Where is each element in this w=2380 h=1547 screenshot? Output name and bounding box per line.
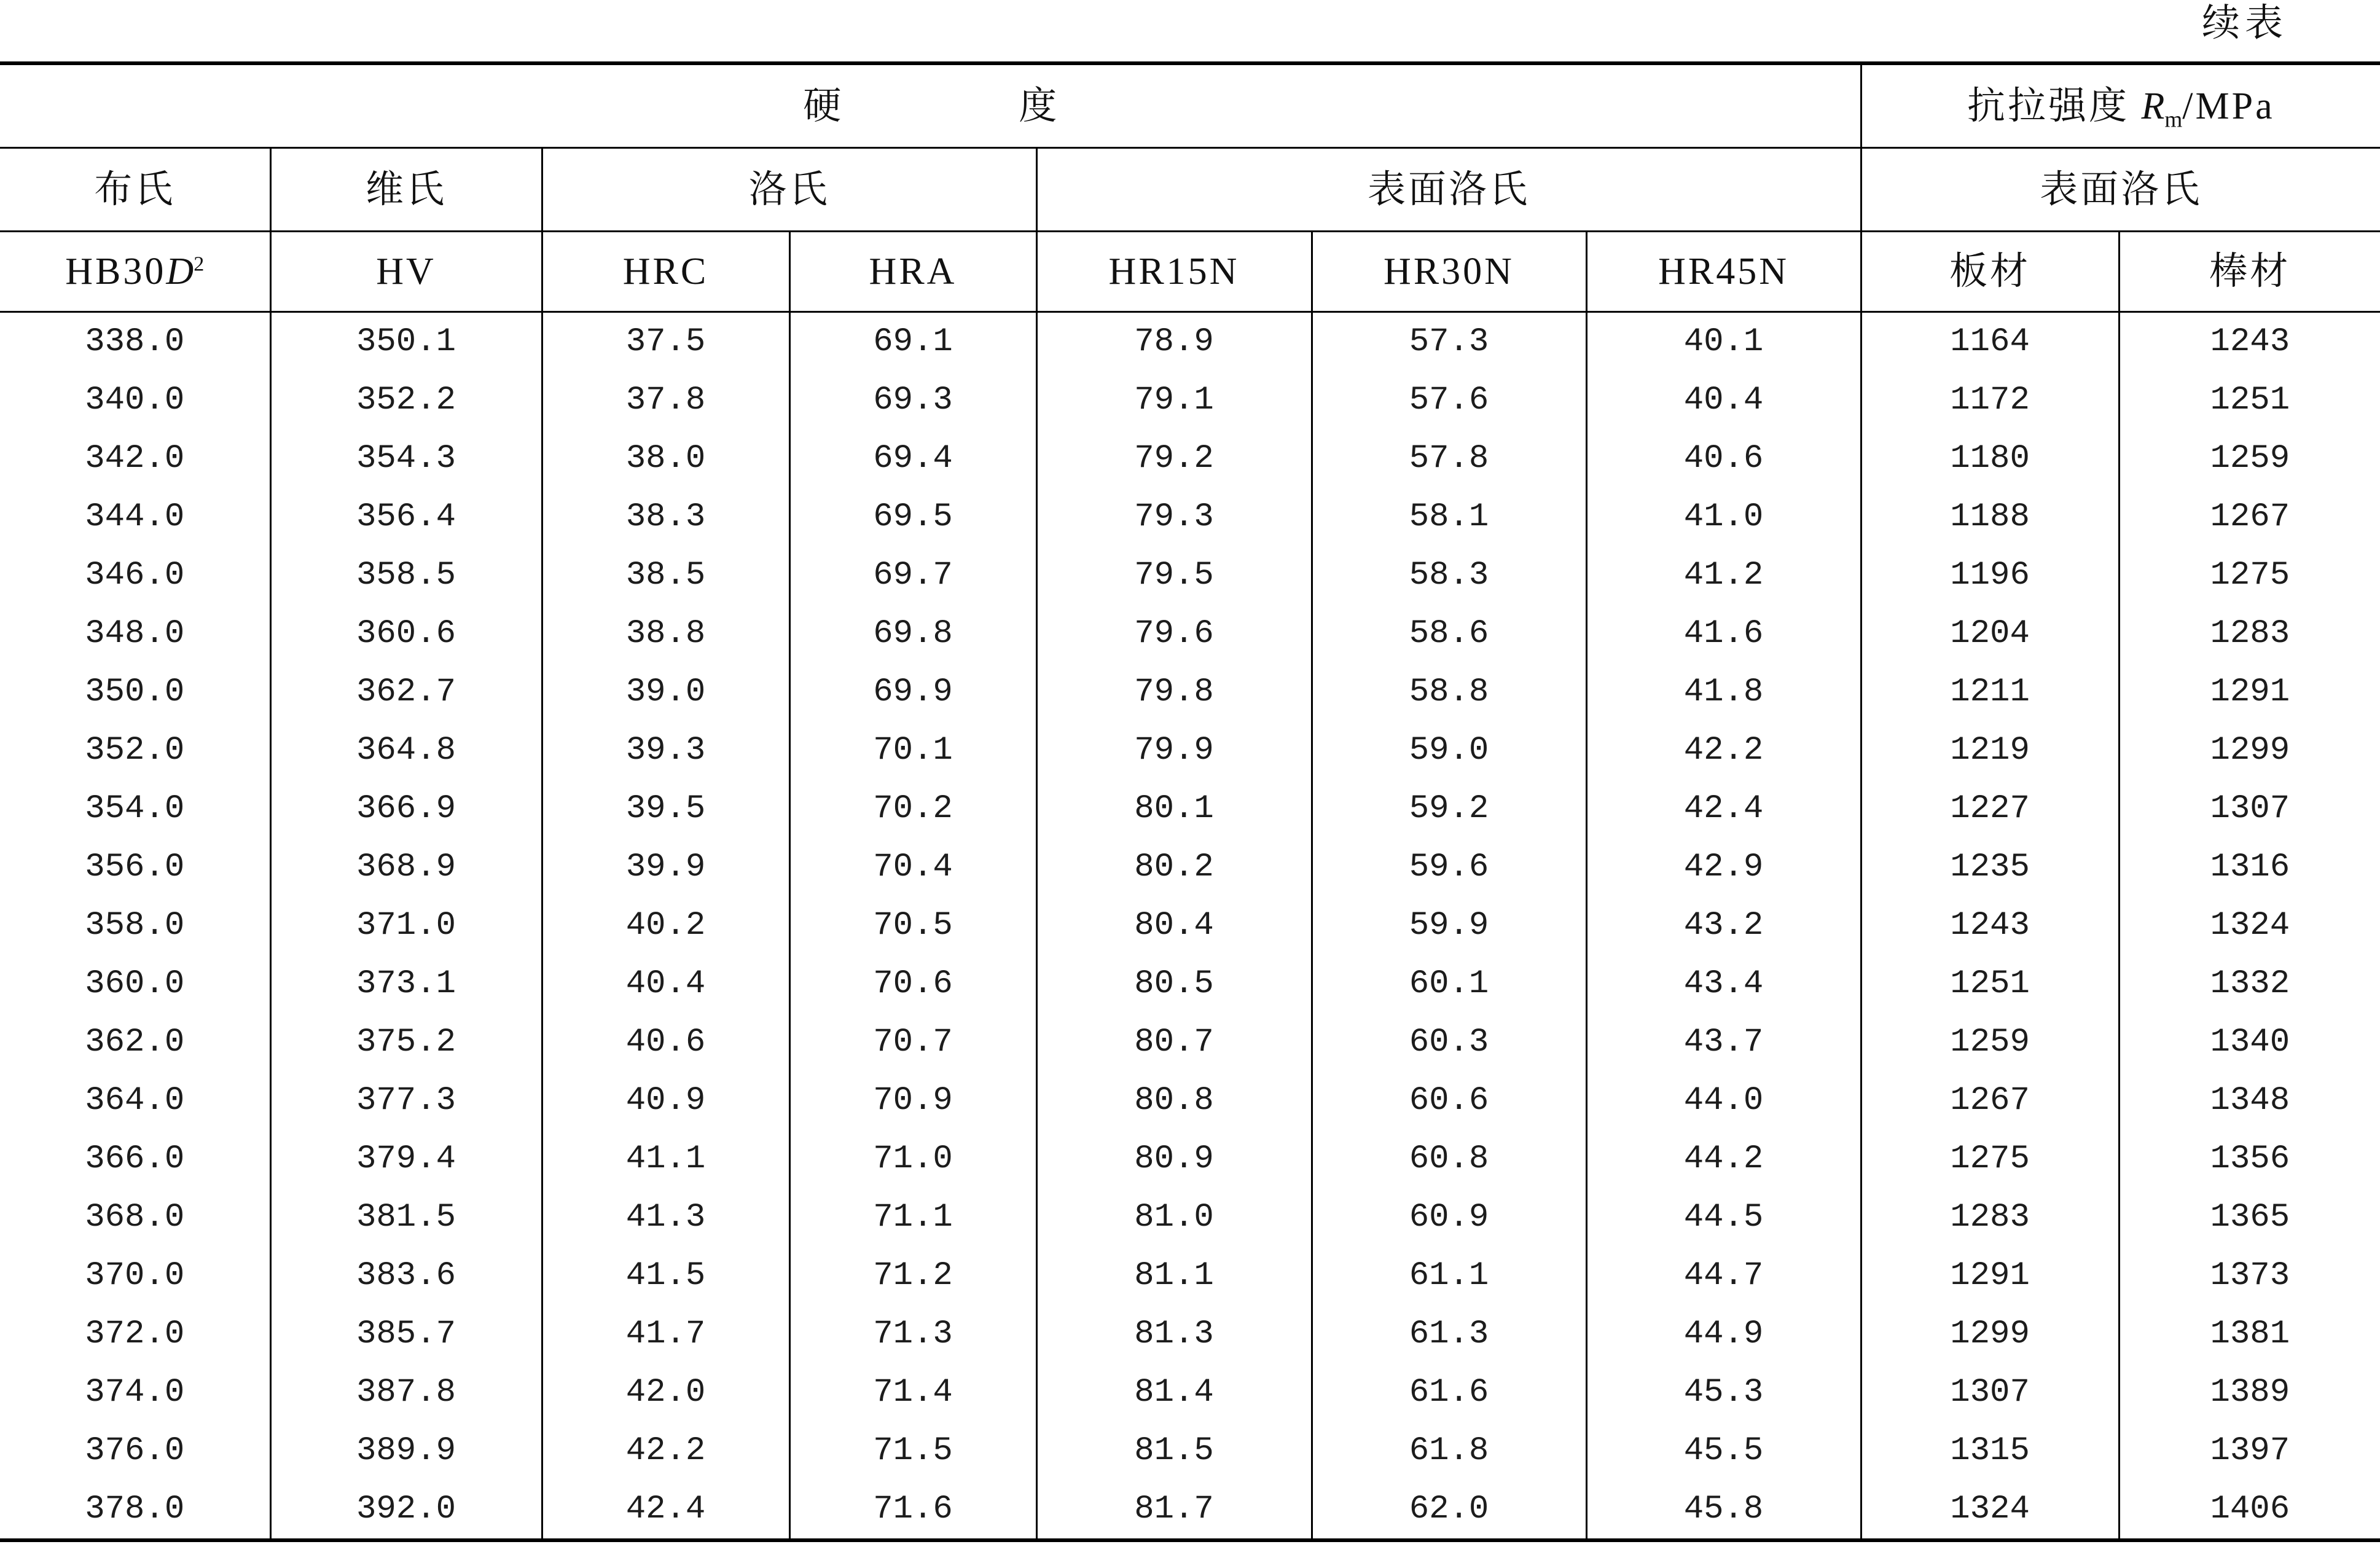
cell-plate: 1275 <box>1861 1130 2119 1188</box>
header-row-1 <box>0 63 2380 148</box>
cell-bar: 1397 <box>2119 1422 2380 1480</box>
cell-bar: 1332 <box>2119 955 2380 1013</box>
cell-hv: 352.2 <box>270 371 542 429</box>
cell-hr45n: 44.7 <box>1586 1247 1861 1305</box>
cell-hr30n: 60.1 <box>1312 955 1586 1013</box>
cell-hr15n: 80.4 <box>1036 896 1312 955</box>
table-row <box>0 663 2380 721</box>
cell-hr15n: 80.8 <box>1036 1071 1312 1130</box>
cell-hr15n: 79.6 <box>1036 605 1312 663</box>
cell-hr15n: 79.2 <box>1036 429 1312 488</box>
cell-hb: 346.0 <box>85 556 185 594</box>
table-row <box>0 605 2380 663</box>
cell-hb: 372.0 <box>85 1315 185 1353</box>
cell-hr30n: 59.6 <box>1312 838 1586 896</box>
cell-hra: 69.7 <box>789 546 1036 605</box>
cell-hra: 70.9 <box>789 1071 1036 1130</box>
table-row <box>0 1422 2380 1480</box>
cell-hrc: 41.7 <box>542 1305 789 1363</box>
cell-hr30n: 60.8 <box>1312 1130 1586 1188</box>
cell-hr45n: 40.6 <box>1586 429 1861 488</box>
cell-hb: 362.0 <box>85 1023 185 1061</box>
cell-hr30n: 60.3 <box>1312 1013 1586 1071</box>
table-row <box>0 1305 2380 1363</box>
cell-hr45n: 44.9 <box>1586 1305 1861 1363</box>
cell-hrc: 40.2 <box>542 896 789 955</box>
cell-hra: 71.4 <box>789 1363 1036 1422</box>
cell-hb: 350.0 <box>85 673 185 711</box>
cell-hr45n: 44.0 <box>1586 1071 1861 1130</box>
cell-plate: 1299 <box>1861 1305 2119 1363</box>
table-row <box>0 838 2380 896</box>
cell-hr30n: 61.8 <box>1312 1422 1586 1480</box>
cell-bar: 1251 <box>2119 371 2380 429</box>
cell-plate: 1211 <box>1861 663 2119 721</box>
group-brinell: 布氏 <box>0 148 270 232</box>
cell-hr45n: 40.1 <box>1586 312 1861 372</box>
cell-hr15n: 79.3 <box>1036 488 1312 546</box>
cell-hra: 69.3 <box>789 371 1036 429</box>
tensile-strength-header <box>1861 63 2380 148</box>
cell-plate: 1324 <box>1861 1480 2119 1540</box>
cell-hr30n: 57.3 <box>1312 312 1586 372</box>
cell-hrc: 37.8 <box>542 371 789 429</box>
cell-hr45n: 44.5 <box>1586 1188 1861 1247</box>
cell-hra: 71.5 <box>789 1422 1036 1480</box>
cell-hrc: 38.0 <box>542 429 789 488</box>
cell-hra: 71.0 <box>789 1130 1036 1188</box>
cell-hra: 69.1 <box>789 312 1036 372</box>
cell-hv: 358.5 <box>270 546 542 605</box>
cell-hr45n: 43.2 <box>1586 896 1861 955</box>
cell-hv: 350.1 <box>270 312 542 372</box>
cell-hrc: 39.3 <box>542 721 789 780</box>
cell-hr30n: 57.8 <box>1312 429 1586 488</box>
cell-plate: 1188 <box>1861 488 2119 546</box>
tensile-subscript: m <box>2164 106 2183 132</box>
cell-hv: 381.5 <box>270 1188 542 1247</box>
cell-hr15n: 79.8 <box>1036 663 1312 721</box>
cell-hv: 371.0 <box>270 896 542 955</box>
hardness-title: 硬度 <box>803 85 1235 127</box>
table-row <box>0 1188 2380 1247</box>
cell-hv: 364.8 <box>270 721 542 780</box>
cell-hr30n: 61.1 <box>1312 1247 1586 1305</box>
cell-hrc: 42.0 <box>542 1363 789 1422</box>
cell-hr30n: 60.6 <box>1312 1071 1586 1130</box>
group-tensile-subheader: 表面洛氏 <box>1861 148 2380 232</box>
cell-hr30n: 57.6 <box>1312 371 1586 429</box>
cell-hra: 69.4 <box>789 429 1036 488</box>
column-bar: 棒材 <box>2119 232 2380 312</box>
cell-hb: 374.0 <box>85 1373 185 1411</box>
cell-hra: 70.6 <box>789 955 1036 1013</box>
column-hr30n: HR30N <box>1312 232 1586 312</box>
cell-hb: 378.0 <box>85 1490 185 1528</box>
table-header <box>0 63 2380 312</box>
cell-hra: 69.5 <box>789 488 1036 546</box>
cell-hrc: 39.0 <box>542 663 789 721</box>
table-row <box>0 1071 2380 1130</box>
cell-plate: 1219 <box>1861 721 2119 780</box>
group-rockwell: 洛氏 <box>542 148 1036 232</box>
cell-hr45n: 42.2 <box>1586 721 1861 780</box>
cell-hv: 354.3 <box>270 429 542 488</box>
cell-hr45n: 45.3 <box>1586 1363 1861 1422</box>
cell-hv: 368.9 <box>270 838 542 896</box>
cell-hra: 70.2 <box>789 780 1036 838</box>
cell-bar: 1381 <box>2119 1305 2380 1363</box>
table-row <box>0 546 2380 605</box>
cell-hr45n: 45.5 <box>1586 1422 1861 1480</box>
cell-hr45n: 43.4 <box>1586 955 1861 1013</box>
cell-hr15n: 81.5 <box>1036 1422 1312 1480</box>
hardness-conversion-table <box>0 61 2380 1542</box>
cell-hb: 354.0 <box>85 789 185 828</box>
cell-hrc: 38.5 <box>542 546 789 605</box>
cell-hra: 71.1 <box>789 1188 1036 1247</box>
cell-plate: 1315 <box>1861 1422 2119 1480</box>
cell-hv: 375.2 <box>270 1013 542 1071</box>
table-row <box>0 1247 2380 1305</box>
cell-hra: 69.8 <box>789 605 1036 663</box>
cell-hrc: 40.6 <box>542 1013 789 1071</box>
cell-hv: 385.7 <box>270 1305 542 1363</box>
cell-hr15n: 80.2 <box>1036 838 1312 896</box>
cell-hra: 70.4 <box>789 838 1036 896</box>
cell-hb: 360.0 <box>85 965 185 1003</box>
cell-hr30n: 58.3 <box>1312 546 1586 605</box>
cell-plate: 1243 <box>1861 896 2119 955</box>
cell-hr45n: 43.7 <box>1586 1013 1861 1071</box>
cell-hb: 370.0 <box>85 1256 185 1294</box>
tensile-label: 抗拉强度 <box>1967 85 2142 127</box>
column-hra: HRA <box>789 232 1036 312</box>
cell-hv: 360.6 <box>270 605 542 663</box>
cell-hb: 340.0 <box>85 381 185 419</box>
cell-hr45n: 45.8 <box>1586 1480 1861 1540</box>
cell-hv: 383.6 <box>270 1247 542 1305</box>
cell-hr30n: 58.6 <box>1312 605 1586 663</box>
cell-plate: 1283 <box>1861 1188 2119 1247</box>
cell-hr45n: 41.2 <box>1586 546 1861 605</box>
cell-hb: 366.0 <box>85 1140 185 1178</box>
cell-hb: 338.0 <box>85 323 185 361</box>
table-row <box>0 896 2380 955</box>
header-row-3 <box>0 232 2380 312</box>
cell-hrc: 40.9 <box>542 1071 789 1130</box>
cell-hr15n: 79.1 <box>1036 371 1312 429</box>
cell-plate: 1164 <box>1861 312 2119 372</box>
cell-hr30n: 59.9 <box>1312 896 1586 955</box>
cell-hr45n: 44.2 <box>1586 1130 1861 1188</box>
cell-bar: 1267 <box>2119 488 2380 546</box>
cell-plate: 1267 <box>1861 1071 2119 1130</box>
cell-hb: 358.0 <box>85 906 185 944</box>
hardness-group-header <box>0 63 1861 148</box>
cell-plate: 1291 <box>1861 1247 2119 1305</box>
column-hb-exponent: 2 <box>194 253 205 276</box>
cell-hv: 389.9 <box>270 1422 542 1480</box>
cell-hr30n: 62.0 <box>1312 1480 1586 1540</box>
cell-hb: 348.0 <box>85 614 185 652</box>
cell-hrc: 39.9 <box>542 838 789 896</box>
cell-plate: 1227 <box>1861 780 2119 838</box>
cell-hr15n: 80.1 <box>1036 780 1312 838</box>
column-hb-prefix: HB30 <box>65 251 166 292</box>
table-row <box>0 488 2380 546</box>
cell-hra: 69.9 <box>789 663 1036 721</box>
cell-hrc: 41.1 <box>542 1130 789 1188</box>
cell-hra: 71.2 <box>789 1247 1036 1305</box>
cell-hr15n: 81.7 <box>1036 1480 1312 1540</box>
table-row <box>0 371 2380 429</box>
cell-hv: 377.3 <box>270 1071 542 1130</box>
cell-hv: 392.0 <box>270 1480 542 1540</box>
cell-plate: 1259 <box>1861 1013 2119 1071</box>
cell-bar: 1243 <box>2119 312 2380 372</box>
cell-bar: 1389 <box>2119 1363 2380 1422</box>
table-row <box>0 721 2380 780</box>
cell-plate: 1235 <box>1861 838 2119 896</box>
cell-hr30n: 59.2 <box>1312 780 1586 838</box>
cell-hv: 356.4 <box>270 488 542 546</box>
table-row <box>0 955 2380 1013</box>
cell-bar: 1259 <box>2119 429 2380 488</box>
cell-bar: 1373 <box>2119 1247 2380 1305</box>
cell-hr45n: 41.0 <box>1586 488 1861 546</box>
cell-hrc: 38.3 <box>542 488 789 546</box>
table-row <box>0 1363 2380 1422</box>
column-hr45n: HR45N <box>1586 232 1861 312</box>
column-hb-variable: D <box>166 251 194 292</box>
cell-hr15n: 79.9 <box>1036 721 1312 780</box>
cell-hb: 368.0 <box>85 1198 185 1236</box>
cell-hr15n: 81.4 <box>1036 1363 1312 1422</box>
column-hb <box>0 232 270 312</box>
cell-hr45n: 42.4 <box>1586 780 1861 838</box>
cell-bar: 1291 <box>2119 663 2380 721</box>
cell-plate: 1196 <box>1861 546 2119 605</box>
cell-hb: 344.0 <box>85 498 185 536</box>
cell-hr45n: 40.4 <box>1586 371 1861 429</box>
cell-plate: 1172 <box>1861 371 2119 429</box>
cell-hrc: 38.8 <box>542 605 789 663</box>
cell-bar: 1299 <box>2119 721 2380 780</box>
cell-hra: 70.5 <box>789 896 1036 955</box>
cell-hr15n: 79.5 <box>1036 546 1312 605</box>
cell-hra: 70.1 <box>789 721 1036 780</box>
cell-hv: 366.9 <box>270 780 542 838</box>
table-row <box>0 1013 2380 1071</box>
cell-hrc: 41.3 <box>542 1188 789 1247</box>
table-row <box>0 1480 2380 1540</box>
cell-hv: 373.1 <box>270 955 542 1013</box>
cell-plate: 1307 <box>1861 1363 2119 1422</box>
cell-hr30n: 58.8 <box>1312 663 1586 721</box>
tensile-unit: /MPa <box>2182 85 2275 127</box>
table-body <box>0 312 2380 1541</box>
column-hv: HV <box>270 232 542 312</box>
cell-bar: 1283 <box>2119 605 2380 663</box>
cell-hr30n: 60.9 <box>1312 1188 1586 1247</box>
cell-hrc: 41.5 <box>542 1247 789 1305</box>
cell-hr30n: 61.3 <box>1312 1305 1586 1363</box>
cell-hr30n: 61.6 <box>1312 1363 1586 1422</box>
cell-hr15n: 81.0 <box>1036 1188 1312 1247</box>
group-superficial-rockwell: 表面洛氏 <box>1036 148 1861 232</box>
column-hrc: HRC <box>542 232 789 312</box>
cell-hr30n: 59.0 <box>1312 721 1586 780</box>
cell-hra: 70.7 <box>789 1013 1036 1071</box>
cell-hv: 379.4 <box>270 1130 542 1188</box>
cell-hv: 387.8 <box>270 1363 542 1422</box>
cell-plate: 1180 <box>1861 429 2119 488</box>
cell-hrc: 42.4 <box>542 1480 789 1540</box>
cell-hb: 356.0 <box>85 848 185 886</box>
column-plate: 板材 <box>1861 232 2119 312</box>
cell-bar: 1348 <box>2119 1071 2380 1130</box>
cell-plate: 1204 <box>1861 605 2119 663</box>
cell-hr45n: 41.8 <box>1586 663 1861 721</box>
cell-bar: 1406 <box>2119 1480 2380 1540</box>
cell-hrc: 37.5 <box>542 312 789 372</box>
cell-hr15n: 81.1 <box>1036 1247 1312 1305</box>
header-row-2 <box>0 148 2380 232</box>
cell-hr30n: 58.1 <box>1312 488 1586 546</box>
cell-hv: 362.7 <box>270 663 542 721</box>
cell-hr45n: 42.9 <box>1586 838 1861 896</box>
cell-hr15n: 80.9 <box>1036 1130 1312 1188</box>
continued-table-label: 续表 <box>2201 0 2288 45</box>
column-hr15n: HR15N <box>1036 232 1312 312</box>
cell-plate: 1251 <box>1861 955 2119 1013</box>
table-row <box>0 780 2380 838</box>
cell-hra: 71.3 <box>789 1305 1036 1363</box>
cell-bar: 1324 <box>2119 896 2380 955</box>
cell-hb: 352.0 <box>85 731 185 769</box>
cell-hb: 376.0 <box>85 1431 185 1470</box>
cell-hrc: 42.2 <box>542 1422 789 1480</box>
cell-hr15n: 80.7 <box>1036 1013 1312 1071</box>
cell-hrc: 39.5 <box>542 780 789 838</box>
cell-hr15n: 80.5 <box>1036 955 1312 1013</box>
table-row <box>0 429 2380 488</box>
cell-bar: 1275 <box>2119 546 2380 605</box>
cell-hr45n: 41.6 <box>1586 605 1861 663</box>
cell-bar: 1307 <box>2119 780 2380 838</box>
cell-hra: 71.6 <box>789 1480 1036 1540</box>
cell-hb: 342.0 <box>85 439 185 477</box>
cell-bar: 1340 <box>2119 1013 2380 1071</box>
table-row <box>0 1130 2380 1188</box>
cell-hr15n: 78.9 <box>1036 312 1312 372</box>
cell-bar: 1365 <box>2119 1188 2380 1247</box>
cell-hr15n: 81.3 <box>1036 1305 1312 1363</box>
cell-hb: 364.0 <box>85 1081 185 1119</box>
cell-bar: 1356 <box>2119 1130 2380 1188</box>
table-row <box>0 312 2380 372</box>
tensile-symbol: R <box>2141 85 2165 127</box>
group-vickers: 维氏 <box>270 148 542 232</box>
cell-hrc: 40.4 <box>542 955 789 1013</box>
cell-bar: 1316 <box>2119 838 2380 896</box>
